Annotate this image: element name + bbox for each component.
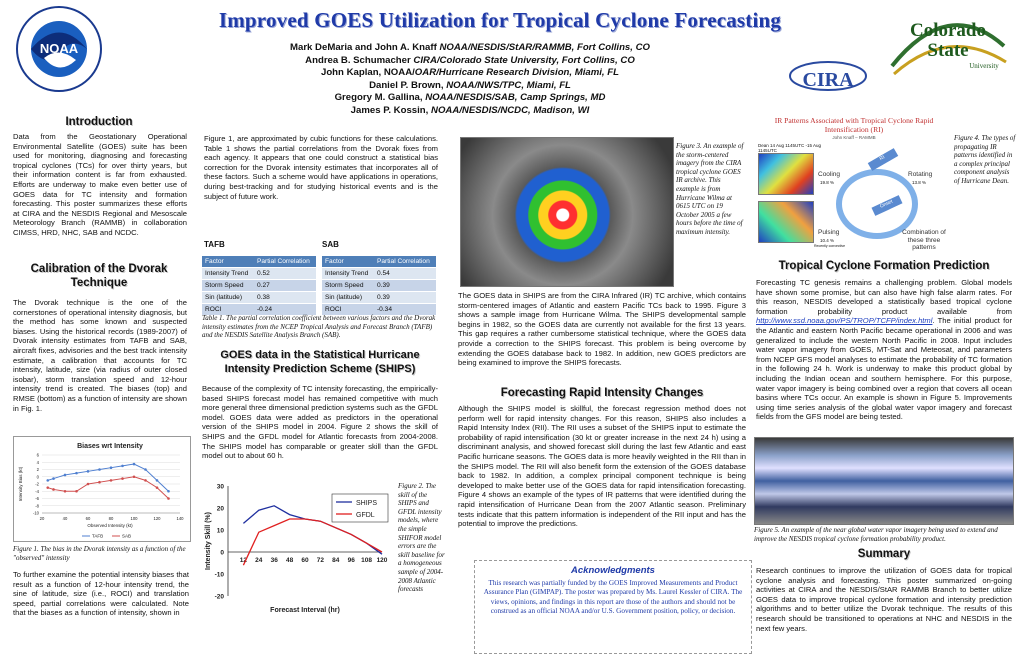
y-axis-label: Intensity Skill (%)	[205, 512, 212, 570]
noaa-logo-text: NOAA	[39, 41, 79, 56]
goes-ships-text: The GOES data in SHIPS are from the CIRA Infrared (IR) TC archive, which contains storm-centered images of Atlantic and eastern Pacific TCs back to 1995. Figure 3 shows a sample image from Hurricane Wilma. The SHIPS developmental sample begins in 1982, so the GOES data are currently not available for the first 13 years. This gap requires a rather cumbersome statistical technique, where the GOES data provide a correction to the SHIPS forecast. This problem is being overcome by extending the GOES database back to 1982. In addition, new GOES predictors are being examined to improve the SHIPS forecasts.	[458, 291, 746, 368]
figure-4-subtitle: John Knaff – RAMMB	[832, 135, 876, 140]
hurricane-wilma-ir-image	[460, 137, 674, 287]
table-tafb-label: TAFB	[204, 240, 225, 249]
table-1-caption: Table 1. The partial correlation coefficient between various factors and the Dvorak intensity estimates from the NCEP Tropical Analysis and Forecast Branch (TAFB) and the NESDIS Satellite Analysis Branch (SAB).	[202, 314, 436, 340]
rii-heading: Forecasting Rapid Intensity Changes	[500, 387, 704, 399]
tcfp-link[interactable]: http://www.ssd.noaa.gov/PS/TROP/TCFP/index.html	[756, 316, 933, 326]
col2-text: Figure 1, are approximated by cubic functions for these calculations. Table 1 shows the partial correlations from the Dvorak fixes from each agency. It appears that one could construct a statistical bias correction for the Dvorak intensity estimates that incorporates all of these factors. Such a scheme would have applications in operations, during best-tracking and for studying historical events and is the subject of future work.	[204, 134, 438, 201]
table-row: Sin (latitude) 0.38	[202, 292, 316, 304]
data-point	[144, 468, 147, 471]
x-tick-label: 12	[239, 557, 248, 564]
y-tick-label: -10	[214, 571, 224, 579]
y-tick-label: -4	[35, 488, 39, 494]
ir-pattern-image-2	[758, 201, 814, 243]
data-point	[46, 479, 49, 482]
x-tick-label: 96	[347, 557, 355, 564]
x-tick-label: 20	[39, 516, 45, 521]
table-header: Factor	[202, 256, 254, 268]
data-point	[46, 486, 49, 489]
data-point	[156, 479, 159, 482]
dvorak-text-2: To further examine the potential intensity biases that result as a function of 12-hour intensity trend, the sine of latitude, size (i.e., ROCI) and translation speed, partial correlations were calculated. Note that the biases as a function of intensity, shown in	[13, 570, 189, 618]
y-tick-label: -20	[214, 593, 224, 601]
table-row: Storm Speed 0.27	[202, 280, 316, 292]
table-sab-label: SAB	[322, 240, 339, 249]
table-row: Intensity Trend 0.54	[322, 268, 436, 280]
y-tick-label: -6	[35, 496, 39, 501]
data-point	[121, 465, 124, 468]
data-point	[167, 497, 170, 500]
y-axis-label: Intensity Bias (kt)	[18, 466, 23, 502]
table-sab	[322, 256, 436, 315]
author-line: Mark DeMaria and John A. Knaff NOAA/NESDIS/StAR/RAMMB, Fort Collins, CO	[290, 42, 650, 53]
ack-text: This research was partially funded by the GOES Improved Measurements and Product Assurance Plan (GIMPAP). The poster was prepared by Ms. Laurel Kessler of CIRA. The views, opinions, and findings in this report are those of the authors and should not be construed as an official NOAA and/or U.S. Government position, policy, or decision.	[483, 579, 743, 616]
cira-logo	[786, 52, 870, 94]
figure-3-caption: Figure 3. An example of the storm-centered imagery from the CIRA tropical cyclone GOES IR archive. This example is from Hurricane Wilma at 0615 UTC on 19 October 2005 a few hours before the time of maximum intensity.	[676, 142, 744, 236]
figure-4-diagram: Dean 14 Aug 1145UTC -15 Aug 1145UTC RI Cooling 19.8 % Rotating 13.8 % Onset Pulsing 10.4 % Recently convective Combination of these three patterns	[758, 143, 946, 251]
x-axis-label: Forecast Interval (hr)	[270, 607, 340, 614]
data-point	[167, 490, 170, 493]
x-tick-label: 48	[285, 557, 294, 564]
poster-title: Improved GOES Utilization for Tropical Cyclone Forecasting	[218, 8, 782, 32]
data-point	[87, 483, 90, 486]
x-tick-label: 80	[108, 516, 114, 521]
figure-5-caption: Figure 5. An example of the near global water vapor imagery being used to extend and improve the NESDIS tropical cyclone formation probability product.	[754, 526, 998, 543]
data-point	[75, 472, 78, 475]
svg-text:State: State	[927, 40, 969, 61]
x-tick-label: 84	[332, 557, 340, 564]
figure-1-chart	[13, 436, 191, 542]
y-tick-label: 0	[220, 549, 224, 557]
summary-heading: Summary	[857, 548, 911, 560]
table-row: Sin (latitude) 0.39	[322, 292, 436, 304]
figure-4-caption: Figure 4. The types of propagating IR patterns identified in a complex principal component analysis of Hurricane Dean.	[954, 134, 1016, 185]
intro-text: Data from the Geostationary Operational Environmental Satellite (GOES) suite has been used for monitoring, diagnosing and forecasting tropical cyclones (TCs) for over thirty years, but their information content is far from exhausted. Efforts are underway to make even better use of GOES data for TC intensity and formation forecasting. This poster summarizes these efforts at CIRA and the NESDIS Regional and Mesoscale Meteorology Branch (RAMMB) in collaboration CIMSS, HRD, NHC, SAB and NCDC.	[13, 132, 187, 237]
table-row: Intensity Trend 0.52	[202, 268, 316, 280]
x-tick-label: 100	[130, 516, 138, 521]
x-tick-label: 60	[85, 516, 91, 521]
data-point	[133, 463, 136, 466]
legend-label: GFDL	[356, 512, 375, 519]
author-list	[250, 42, 690, 118]
x-tick-label: 24	[255, 557, 263, 564]
table-row: ROCI -0.24	[202, 304, 316, 316]
figure-2-caption: Figure 2. The skill of the SHIPS and GFDL intensity models, where the simple SHIFOR model errors are the skill baseline for a homogeneous sample of 2004-2008 Atlantic forecasts	[398, 482, 445, 594]
formation-text: Forecasting TC genesis remains a challenging problem. Global models have shown some promise, but can also have high false alarm rates. For this reason, NESDIS developed a statistically based tropical cyclone formation probability product available from http://www.ssd.noaa.gov/PS/TROP/TCFP/index.html. The initial product for the Atlantic and eastern North Pacific became operational in 2006 and was generalized to include the western North Pacific in 2008. Input includes water vapor imagery from GOES, MT-Sat and Meteosat, and parameters from NCEP GFS model analyses to estimate the probability of TC formation in the following 24 h. Work is underway to make this product global by including the Indian ocean and southern hemisphere. For this purpose, water vapor imagery is being combined over a region that covers all ocean basins where TCs occur. An example is shown in Figure 5. Improvements using time series analysis of the global water vapor imagery and forecast fields from the GFS model are being tested.	[756, 278, 1012, 422]
legend-label: SAB	[122, 533, 132, 539]
x-tick-label: 140	[176, 516, 184, 521]
svg-text:University: University	[969, 62, 999, 70]
data-point	[52, 488, 55, 491]
author-line: James P. Kossin, NOAA/NESDIS/NCDC, Madison, WI	[350, 104, 590, 116]
data-point	[98, 468, 101, 471]
data-point	[87, 470, 90, 473]
y-tick-label: 20	[216, 505, 224, 513]
figure-1-caption: Figure 1. The bias in the Dvorak intensity as a function of the "observed" intensity	[13, 545, 186, 562]
legend-label: TAFB	[92, 533, 104, 539]
intro-heading: Introduction	[65, 116, 133, 128]
dvorak-heading: Calibration of the Dvorak Technique	[30, 263, 168, 289]
data-point	[156, 486, 159, 489]
data-point	[64, 490, 67, 493]
table-row: ROCI -0.34	[322, 304, 436, 316]
data-point	[98, 481, 101, 484]
y-tick-label: 10	[216, 527, 224, 535]
ships-heading: GOES data in the Statistical Hurricane Intensity Prediction Scheme (SHIPS)	[220, 349, 420, 375]
data-point	[64, 474, 67, 477]
author-line: Gregory M. Gallina, NOAA/NESDIS/SAB, Camp Springs, MD	[334, 92, 606, 104]
author-line: John Kaplan, NOAA/OAR/Hurricane Research Division, Miami, FL	[320, 67, 619, 79]
series-line-sab	[48, 477, 169, 499]
y-tick-label: -2	[35, 481, 39, 487]
x-tick-label: 36	[270, 557, 278, 564]
y-tick-label: -8	[35, 503, 39, 509]
table-tafb	[202, 256, 316, 315]
table-header: Factor	[322, 256, 374, 268]
rii-text: Although the SHIPS model is skillful, the forecast regression method does not perform well for rapid intensity changes. For this reason, SHIPS also includes a Rapid Intensity Index (RII). The RII uses a subset of the SHIPS input to estimate the probability of rapid intensification (30 kt or greater increase in the next 24 h) using a discriminant analysis, and showed forecast skill during the last few Atlantic and east Pacific hurricane seasons. The GOES data is more heavily weighted in the RII than in the SHIPS model. The RII will also benefit form the extension of the GOES database back to 1982. In addition, a complex principal component technique is being developed to make better use of the GOES data for rapid intensification forecasting. Figure 4 shows an example of the types of IR patterns that were identified during the rapid intensification of Hurricane Dean from the 2007 Atlantic season. Preliminary tests indicate that this pattern information is independent of the RII input and has the potential to improve the predictions.	[458, 404, 746, 529]
y-tick-label: 30	[216, 483, 224, 491]
x-tick-label: 120	[153, 516, 161, 521]
x-tick-label: 108	[361, 557, 373, 564]
ack-heading: Acknowledgments	[571, 565, 655, 576]
author-line: Andrea B. Schumacher CIRA/Colorado State University, Fort Collins, CO	[305, 54, 635, 66]
data-point	[52, 477, 55, 480]
y-tick-label: 2	[36, 467, 39, 472]
table-row: Storm Speed 0.39	[322, 280, 436, 292]
ships-text: Because of the complexity of TC intensity forecasting, the empirically-based SHIPS forecast model has remained competitive with much more general three dimensional prediction systems such as the GFDL model. GOES data were added as predictors in the operational version of the SHIPS model in 2004. Figure 2 shows the skill of SHIPS and the GFDL model for Atlantic forecasts from 2004-2008. The SHIPS model has comparable or greater skill than the GFDL model out to about 60 h.	[202, 384, 438, 461]
global-water-vapor-image	[754, 437, 1014, 525]
x-tick-label: 120	[376, 557, 388, 564]
summary-text: Research continues to improve the utilization of GOES data for tropical cyclone analysis and forecasting. This poster summarized on-going activities at CIRA and the NESDIS/StAR RAMMB Branch to better utilize GOES data to improve tropical cyclone formation and intensity prediction algorithms and to better utilize the Dvorak technique. The results of this research should be transitioned to operations at NHC and NESDIS in the next few years.	[756, 566, 1012, 633]
x-tick-label: 60	[301, 557, 309, 564]
y-tick-label: -10	[32, 510, 39, 516]
svg-text:CIRA: CIRA	[802, 69, 854, 91]
data-point	[110, 479, 113, 482]
y-tick-label: 0	[36, 474, 39, 480]
chart-title: Biases wrt Intensity	[77, 443, 143, 450]
data-point	[133, 475, 136, 478]
noaa-logo	[16, 6, 102, 92]
y-tick-label: 6	[36, 452, 39, 458]
figure-2-chart	[202, 478, 392, 618]
figure-4-title: IR Patterns Associated with Tropical Cyclone Rapid Intensification (RI)	[774, 116, 934, 134]
x-axis-label: Observed Intensity (kt)	[87, 523, 133, 528]
x-tick-label: 72	[316, 557, 325, 564]
series-line-tafb	[48, 464, 169, 491]
data-point	[110, 466, 113, 469]
ir-pattern-image-1	[758, 153, 814, 195]
x-tick-label: 40	[62, 516, 68, 521]
table-header: Partial Correlation	[374, 256, 436, 268]
acknowledgments-box	[474, 560, 752, 654]
csu-logo	[884, 6, 1012, 84]
data-point	[144, 479, 147, 482]
author-line: Daniel P. Brown, NOAA/NWS/TPC, Miami, FL	[369, 79, 571, 91]
table-header: Partial Correlation	[254, 256, 316, 268]
data-point	[121, 477, 124, 480]
dvorak-text: The Dvorak technique is the one of the cornerstones of operational intensity diagnosis, but the method has some known and suspected biases. Using the historical records (1989-2007) of Dvorak intensity estimates from TAFB and SAB, aircraft fixes, advisories and the best track intensity estimate, a calibration that accounts for TC intensity, latitude, size (via radius of outer closed isobar), storm translation speed and 12-hour intensity trend is created. The biases (top) and RMSE (bottom) as a function of intensity are shown in Fig. 1.	[13, 298, 187, 413]
svg-text:Colorado: Colorado	[910, 20, 986, 41]
legend-label: SHIPS	[356, 500, 378, 507]
data-point	[75, 490, 78, 493]
y-tick-label: 4	[36, 459, 39, 465]
formation-heading: Tropical Cyclone Formation Prediction	[778, 260, 990, 272]
